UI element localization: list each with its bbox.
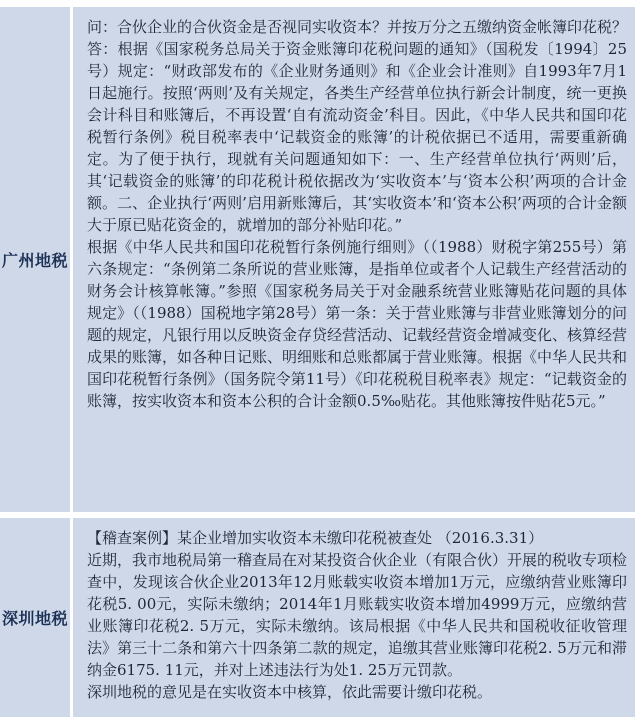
paragraph-case-title: 【稽查案例】某企业增加实收资本未缴印花税被查处 （2016.3.31） [87,529,544,547]
row-content-shenzhen [73,518,635,717]
row-content-guangzhou [73,7,635,512]
paragraph-question: 问：合伙企业的合伙资金是否视同实收资本？并按万分之五缴纳资金帐簿印花税？ [87,18,628,36]
paragraph-conclusion: 深圳地税的意见是在实收资本中核算，依此需要计缴印花税。 [87,683,493,701]
table-row-shenzhen [0,518,635,717]
paragraph-answer: 答：根据《国家税务总局关于资金账簿印花税问题的通知》（国税发〔1994〕25号）规定：“财政部发布的《企业财务通则》和《企业会计准则》自1993年7月1日起施行。按照‘两则’及有关规定，各类生产经营单位执行新会计制度，统一更换会计科目和账簿后，不再设置‘自有流动资金’科目。因此，《中华人民共和国印花税暂行条例》税目税率表中‘记载资金的账簿’的计税依据已不适用，需要重新确定。为了便于执行，现就有关问题通知如下：一、生产经营单位执行‘两则’后，其‘记载资金的账簿’的印花税计税依据改为‘实收资本’与‘资本公积’两项的合计金额。二、企业执行‘两则’启用新账簿后，其‘实收资本’和‘资本公积’两项的合计金额大于原已贴花资金的，就增加的部分补贴印花。” [87,40,627,234]
row-header-guangzhou-tax: 广州地税 [0,7,70,512]
table-row-guangzhou [0,7,635,512]
row-header-shenzhen-tax: 深圳地税 [0,518,70,717]
paragraph-regulation-basis: 根据《中华人民共和国印花税暂行条例施行细则》（（1988）财税字第255号）第六条规定：“条例第二条所说的营业账簿，是指单位或者个人记载生产经营活动的财务会计核算帐簿。”参照《国家税务局关于对金融系统营业账簿贴花问题的具体规定》（（1988）国税地字第28号）第一条：关于营业账簿与非营业账簿划分的问题的规定，凡银行用以反映资金存贷经营活动、记载经营资金增减变化、核算经营成果的账簿，如各种日记账、明细账和总账都属于营业账簿。根据《中华人民共和国印花税暂行条例》（国务院令第11号）《印花税税目税率表》规定：“记载资金的账簿，按实收资本和资本公积的合计金额0.5‰贴花。其他账簿按件贴花5元。” [87,238,628,410]
paragraph-case-detail: 近期，我市地税局第一稽查局在对某投资合伙企业（有限合伙）开展的税收专项检查中，发现该合伙企业2013年12月账载实收资本增加1万元，应缴纳营业账簿印花税5. 00元，实际未缴纳；2014年1月账载实收资本增加4999万元，应缴纳营业账簿印花税2. 5万元，实际未缴纳。该局根据《中华人民共和国税收征收管理法》第三十二条和第六十四条第二款的规定，追缴其营业账簿印花税2. 5万元和滞纳金6175. 11元，并对上述违法行为处1. 25万元罚款。 [87,551,628,679]
